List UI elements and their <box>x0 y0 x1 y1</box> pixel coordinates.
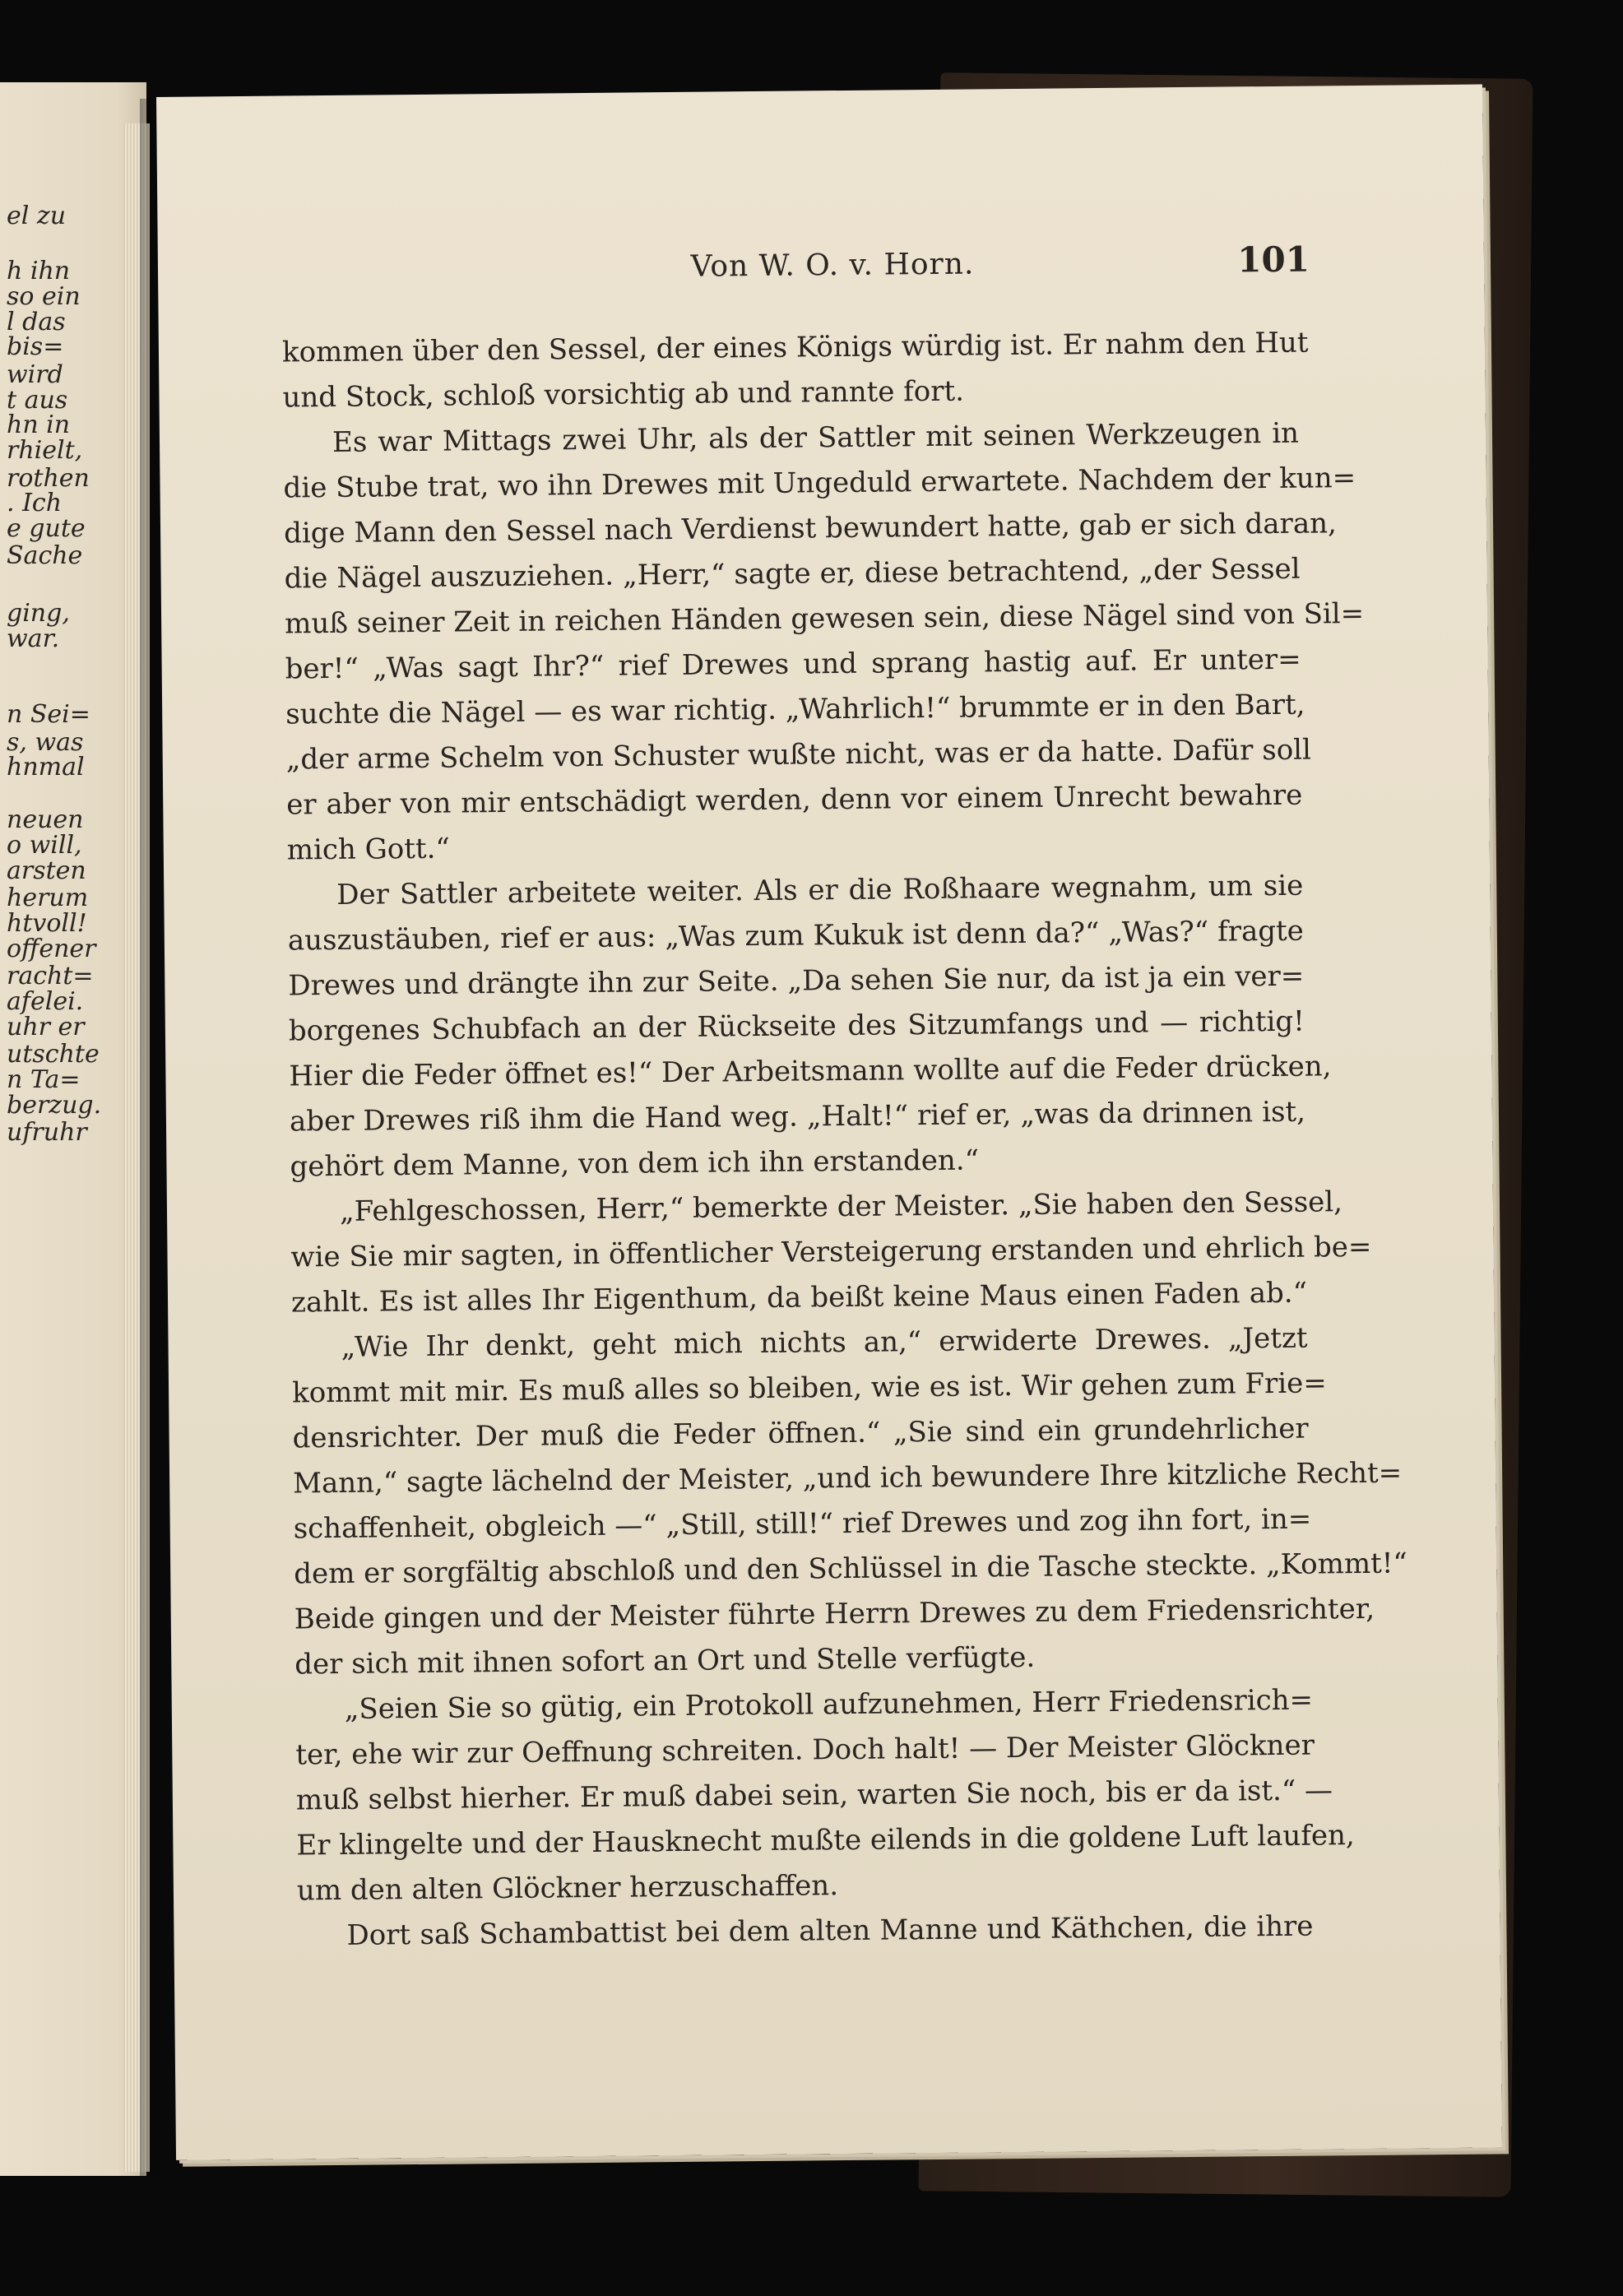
facing-page-fragment: htvoll! <box>7 909 87 939</box>
facing-page-fragment: hnmal <box>7 753 85 782</box>
facing-page-fragment: bis= <box>7 332 64 362</box>
text-line: gehört dem Manne, von dem ich ihn erstanden.“ <box>290 1143 980 1184</box>
facing-page-fragment: Sache <box>7 541 83 571</box>
text-line: kommt mit mir. Es muß alles so bleiben, wie es ist. Wir gehen zum Frie= <box>291 1366 1327 1410</box>
facing-page-fragment: afelei. <box>7 986 84 1016</box>
text-line: Es war Mittags zwei Uhr, als der Sattler mit seinen Werkzeugen in <box>332 416 1300 459</box>
text-line: ter, ehe wir zur Oeffnung schreiten. Doch halt! — Der Meister Glöckner <box>295 1728 1315 1772</box>
text-line: muß selbst hierher. Er muß dabei sein, warten Sie noch, bis er da ist.“ — <box>295 1774 1333 1817</box>
text-line: Er klingelte und der Hausknecht mußte eilends in die goldene Luft laufen, <box>296 1819 1355 1862</box>
text-line: „Fehlgeschossen, Herr,“ bemerkte der Meister. „Sie haben den Sessel, <box>339 1185 1343 1228</box>
text-line: Drewes und drängte ihn zur Seite. „Da sehen Sie nur, da ist ja ein ver= <box>288 959 1305 1003</box>
facing-page-fragment: l das <box>7 307 66 336</box>
text-line: schaffenheit, obgleich —“ „Still, still!“ rief Drewes und zog ihn fort, in= <box>293 1502 1312 1546</box>
text-line: „der arme Schelm von Schuster wußte nicht, was er da hatte. Dafür soll <box>285 733 1312 777</box>
text-line: um den alten Glöckner herzuschaffen. <box>296 1869 839 1908</box>
facing-page-fragment: racht= <box>7 962 94 991</box>
facing-page-fragment: wird <box>7 359 63 389</box>
running-head: Von W. O. v. Horn. <box>690 247 975 284</box>
text-line: „Seien Sie so gütig, ein Protokoll aufzunehmen, Herr Friedensrich= <box>344 1683 1314 1726</box>
facing-page-fragment: rhielt, <box>7 436 83 466</box>
facing-page-fragment: herum <box>7 884 89 913</box>
facing-page-fragment: utschte <box>7 1040 100 1069</box>
text-line: borgenes Schubfach an der Rückseite des Sitzumfangs und — richtig! <box>288 1004 1305 1048</box>
text-line: Beide gingen und der Meister führte Herrn Drewes zu dem Friedensrichter, <box>294 1592 1375 1636</box>
text-line: die Nägel auszuziehen. „Herr,“ sagte er, diese betrachtend, „der Sessel <box>284 552 1301 596</box>
facing-page-fragment: war. <box>7 624 60 653</box>
text-line: Hier die Feder öffnet es!“ Der Arbeitsmann wollte auf die Feder drücken, <box>289 1050 1332 1093</box>
facing-page-fragment: n Sei= <box>7 700 90 730</box>
facing-page-fragment: rothen <box>7 463 90 493</box>
facing-page-fragment: hn in <box>7 410 71 440</box>
text-line: kommen über den Sessel, der eines Königs würdig ist. Er nahm den Hut <box>281 326 1309 369</box>
text-line: suchte die Nägel — es war richtig. „Wahrlich!“ brummte er in den Bart, <box>285 688 1305 731</box>
text-line: zahlt. Es ist alles Ihr Eigenthum, da beißt keine Maus einen Faden ab.“ <box>290 1276 1308 1320</box>
text-line: muß seiner Zeit in reichen Händen gewesen sein, diese Nägel sind von Sil= <box>284 596 1365 641</box>
facing-page-fragment: arsten <box>7 856 86 885</box>
facing-page-fragment: n Ta= <box>7 1065 81 1094</box>
text-line: er aber von mir entschädigt werden, denn vor einem Unrecht bewahre <box>286 778 1303 822</box>
facing-page-fragment: uhr er <box>7 1012 85 1041</box>
text-line: ber!“ „Was sagt Ihr?“ rief Drewes und sprang hastig auf. Er unter= <box>285 642 1301 686</box>
facing-page-fragment: e gute <box>7 513 86 543</box>
text-line: densrichter. Der muß die Feder öffnen.“ „Sie sind ein grundehrlicher <box>292 1412 1309 1455</box>
facing-page-fragment: . Ich <box>7 489 63 518</box>
text-line: „Wie Ihr denkt, geht mich nichts an,“ erwiderte Drewes. „Jetzt <box>341 1321 1308 1364</box>
text-line: Dort saß Schambattist bei dem alten Manne und Käthchen, die ihre <box>346 1909 1314 1952</box>
text-line: wie Sie mir sagten, in öffentlicher Versteigerung erstanden und ehrlich be= <box>290 1230 1372 1274</box>
text-line: dige Mann den Sessel nach Verdienst bewundert hatte, gab er sich daran, <box>283 507 1337 550</box>
text-line: der sich mit ihnen sofort an Ort und Stelle verfügte. <box>294 1640 1036 1681</box>
facing-page-fragment: neuen <box>7 805 84 835</box>
text-line: mich Gott.“ <box>286 832 450 867</box>
facing-page-fragment: s, was <box>7 727 84 757</box>
facing-page-fragment: h ihn <box>7 257 71 286</box>
book-page <box>156 85 1502 2160</box>
text-line: auszustäuben, rief er aus: „Was zum Kukuk ist denn da?“ „Was?“ fragte <box>287 914 1304 958</box>
text-line: Der Sattler arbeitete weiter. Als er die Roßhaare wegnahm, um sie <box>336 869 1304 911</box>
facing-page-fragment: t aus <box>7 385 68 415</box>
text-line: dem er sorgfältig abschloß und den Schlüssel in die Tasche steckte. „Kommt!“ <box>294 1547 1408 1591</box>
text-line: und Stock, schloß vorsichtig ab und rannte fort. <box>282 374 965 415</box>
facing-page-fragment: berzug. <box>7 1090 102 1120</box>
text-line: aber Drewes riß ihm die Hand weg. „Halt!“ rief er, „was da drinnen ist, <box>289 1095 1306 1139</box>
text-line: die Stube trat, wo ihn Drewes mit Ungeduld erwartete. Nachdem der kun= <box>283 462 1356 505</box>
facing-page-fragment: so ein <box>7 282 81 312</box>
facing-page-fragment: ufruhr <box>7 1118 87 1147</box>
page-number: 101 <box>1237 239 1310 281</box>
facing-page-fragment: ging, <box>7 599 70 629</box>
facing-page-fragment: o will, <box>7 831 82 860</box>
body-text <box>281 321 1408 1960</box>
facing-page-text-fragments <box>0 82 123 2176</box>
facing-page-fragment: el zu <box>7 202 67 231</box>
facing-page-fragment: offener <box>7 934 96 963</box>
text-line: Mann,“ sagte lächelnd der Meister, „und ich bewundere Ihre kitzliche Recht= <box>292 1456 1403 1501</box>
